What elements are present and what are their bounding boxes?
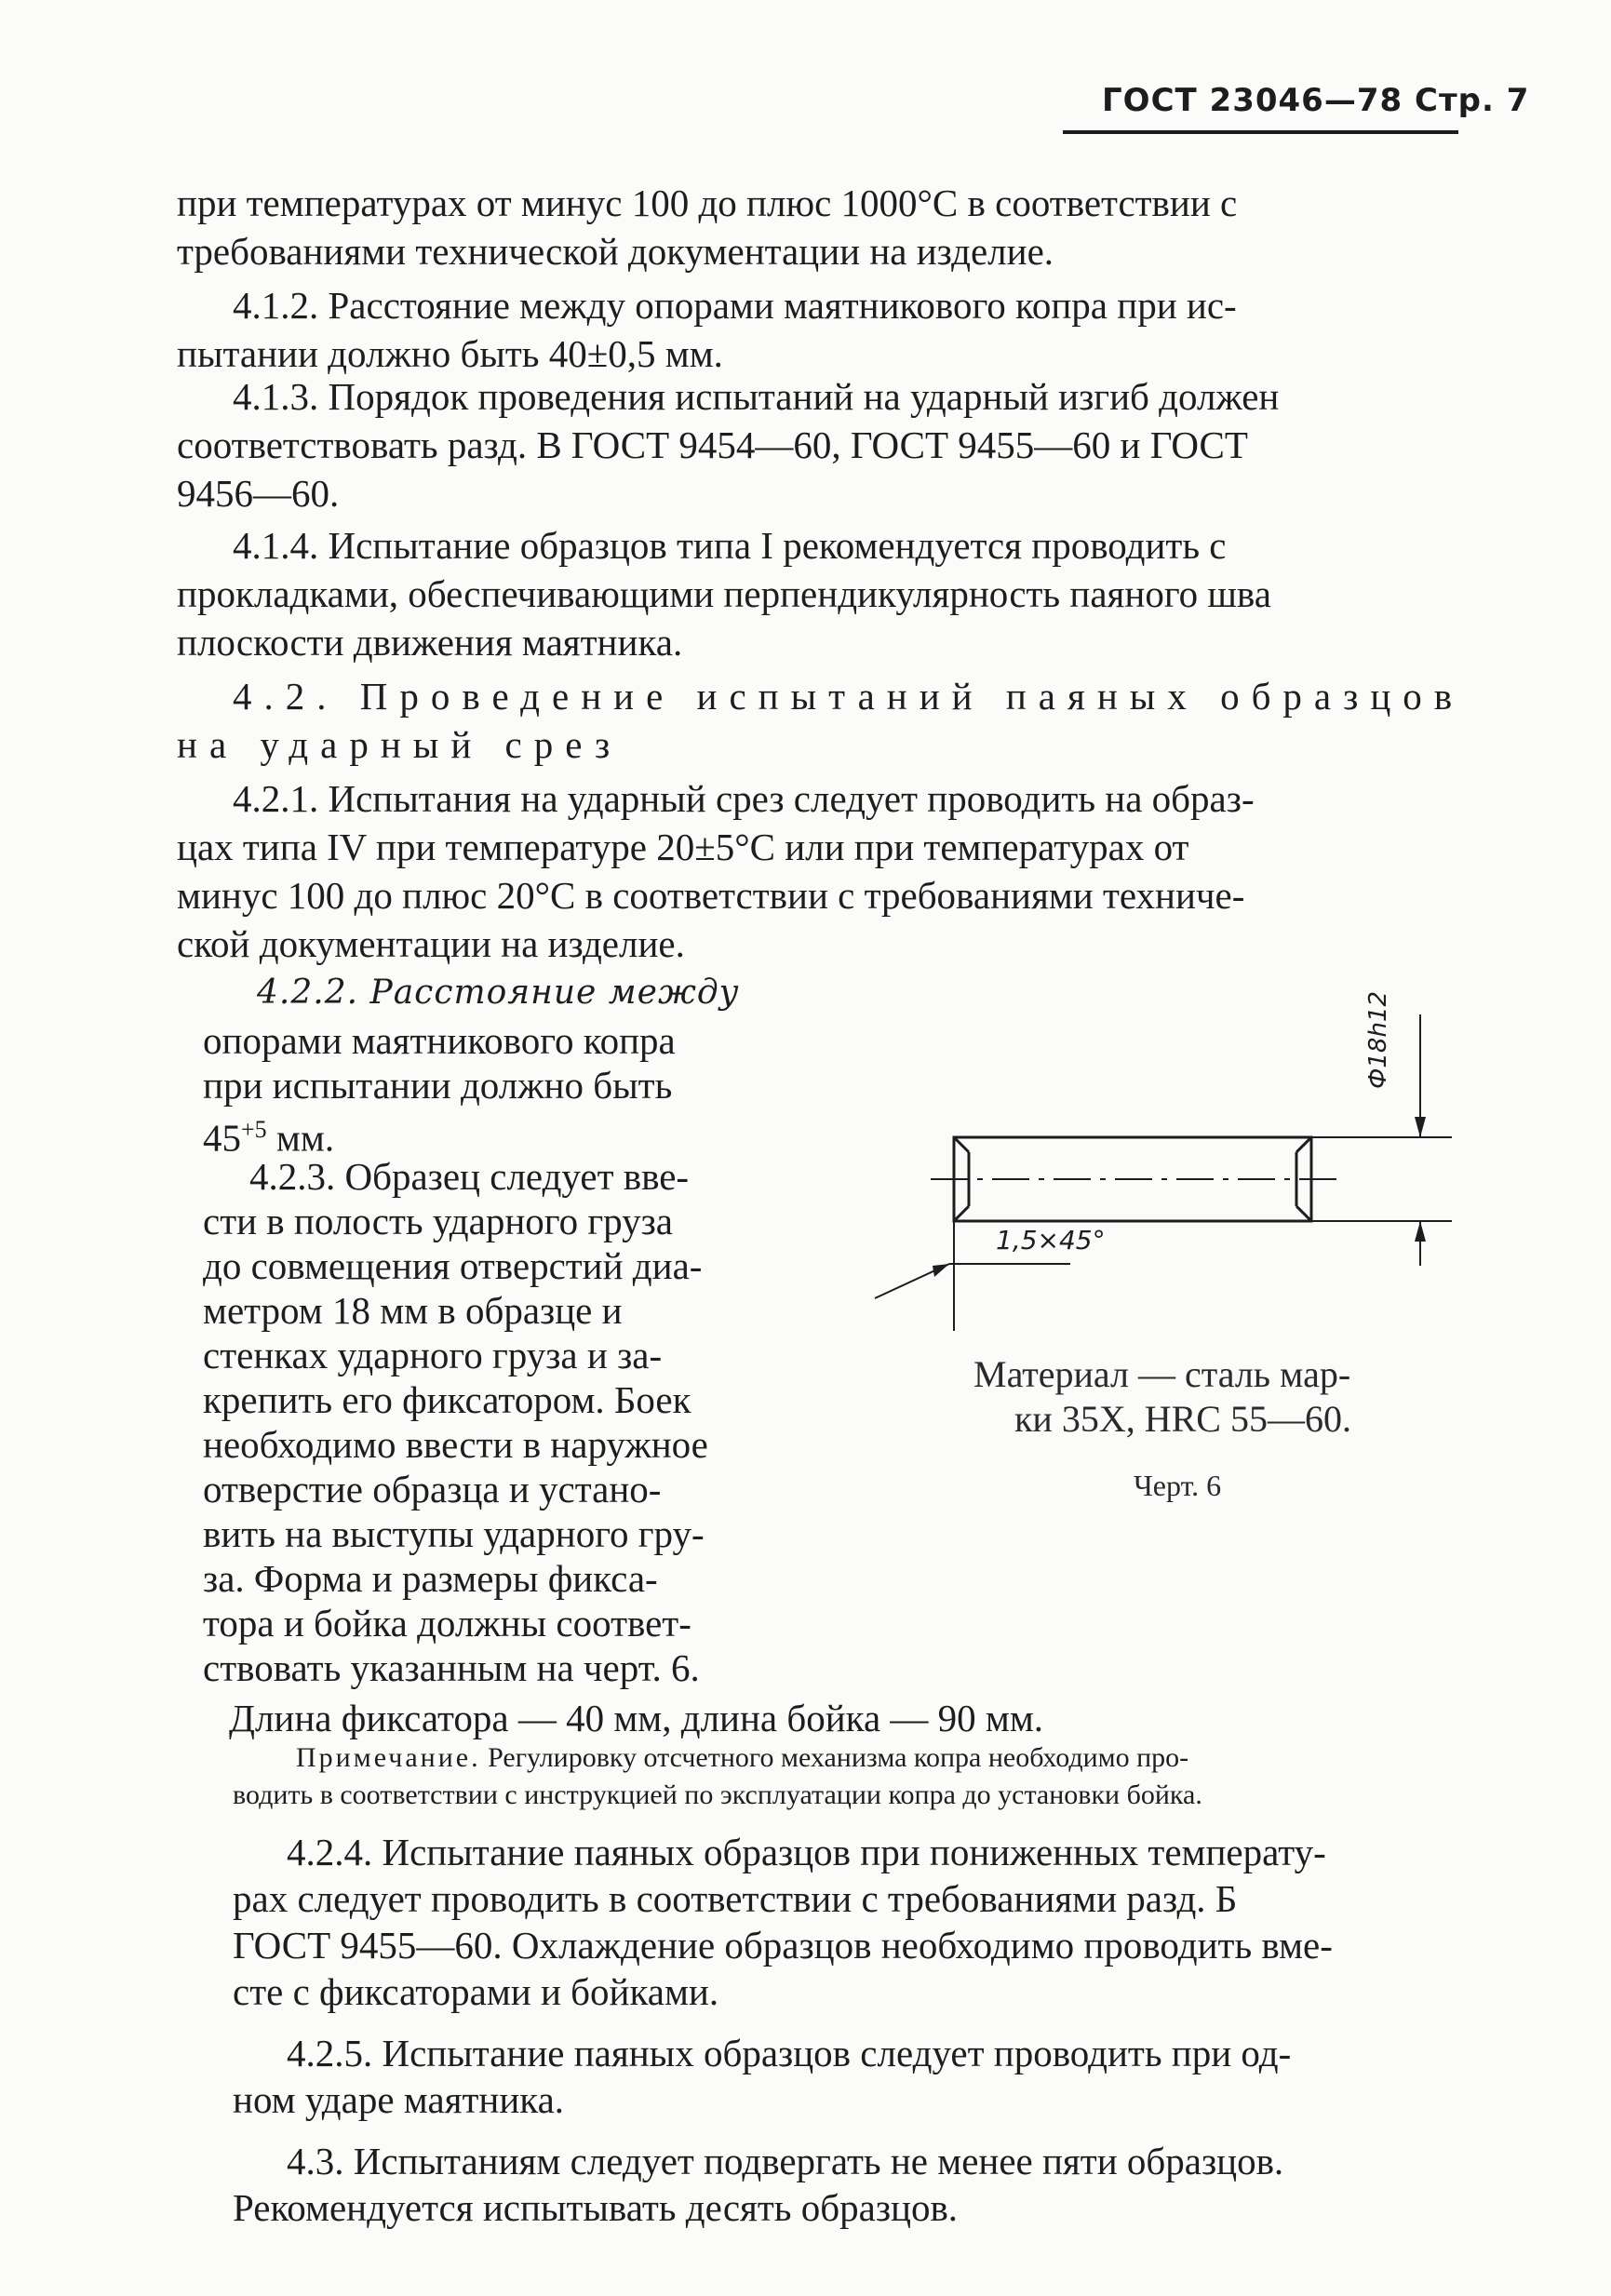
header-rule bbox=[1063, 130, 1458, 134]
para-4-1-4-line3: плоскости движения маятника. bbox=[177, 621, 683, 664]
para-4-2-2-line2: опорами маятникового копра bbox=[203, 1019, 676, 1062]
para-4-2-2-line3: при испытании должно быть bbox=[203, 1064, 673, 1107]
figure-drawing-6 bbox=[856, 959, 1452, 1349]
para-4-2-3-line1: 4.2.3. Образец следует вве- bbox=[249, 1155, 690, 1198]
chamfer-dimension-label: 1,5×45° bbox=[996, 1225, 1106, 1255]
para-4-2-5-line1: 4.2.5. Испытание паяных образцов следует проводить при од- bbox=[287, 2032, 1292, 2074]
note-text-line1: Регулировку отсчетного механизма копра необходимо про- bbox=[488, 1742, 1189, 1773]
figure-caption: Черт. 6 bbox=[1134, 1469, 1222, 1502]
para-4-3-line2: Рекомендуется испытывать десять образцов. bbox=[233, 2186, 959, 2229]
page-header: ГОСТ 23046—78 Стр. 7 bbox=[1102, 82, 1530, 119]
para-4-2-4-line4: сте с фиксаторами и бойками. bbox=[233, 1970, 719, 2013]
para-4-1-1-line2: требованиями технической документации на изделие. bbox=[177, 230, 1054, 273]
para-4-3-line1: 4.3. Испытаниям следует подвергать не менее пяти образцов. bbox=[287, 2140, 1284, 2182]
para-4-1-4-line2: прокладками, обеспечивающими перпендикулярность паяного шва bbox=[177, 572, 1271, 615]
para-4-2-3-line5: стенках ударного груза и за- bbox=[203, 1334, 663, 1376]
diameter-dimension-label: Ф18h12 bbox=[1364, 990, 1392, 1089]
para-4-2-3-line2: сти в полость ударного груза bbox=[203, 1200, 673, 1242]
para-4-2-1-line4: ской документации на изделие. bbox=[177, 922, 685, 965]
para-4-2-1-line2: цах типа IV при температуре 20±5°С или при температурах от bbox=[177, 826, 1189, 868]
para-4-2-3-line9: вить на выступы ударного гру- bbox=[203, 1512, 705, 1555]
note-line2: водить в соответствии с инструкцией по эксплуатации копра до установки бойка. bbox=[233, 1779, 1202, 1810]
para-4-1-2-line1: 4.1.2. Расстояние между опорами маятникового копра при ис- bbox=[233, 284, 1237, 327]
distance-value: 45 bbox=[203, 1116, 241, 1160]
para-4-1-3-line2: соответствовать разд. В ГОСТ 9454—60, ГОСТ 9455—60 и ГОСТ bbox=[177, 423, 1248, 466]
para-4-1-1-line1: при температурах от минус 100 до плюс 1000°С в соответствии с bbox=[177, 181, 1238, 224]
para-4-1-3-line1: 4.1.3. Порядок проведения испытаний на ударный изгиб должен bbox=[233, 375, 1280, 418]
para-4-1-3-line3: 9456—60. bbox=[177, 472, 340, 515]
para-4-2-3-line11: тора и бойка должны соответ- bbox=[203, 1602, 691, 1645]
note-label: Примечание. bbox=[296, 1742, 481, 1773]
figure-material-line2: ки 35Х, HRC 55—60. bbox=[1014, 1398, 1351, 1440]
para-4-2-3-line13: Длина фиксатора — 40 мм, длина бойка — 90 мм. bbox=[229, 1697, 1044, 1739]
para-4-2-3-line3: до совмещения отверстий диа- bbox=[203, 1244, 703, 1287]
para-4-2-4-line2: рах следует проводить в соответствии с требованиями разд. Б bbox=[233, 1877, 1238, 1920]
figure-material-line1: Материал — сталь мар- bbox=[973, 1353, 1351, 1395]
para-4-2-1-line1: 4.2.1. Испытания на ударный срез следует проводить на образ- bbox=[233, 777, 1255, 820]
para-4-1-4-line1: 4.1.4. Испытание образцов типа I рекомендуется проводить с bbox=[233, 524, 1227, 567]
note-line1 bbox=[296, 1740, 1188, 1776]
para-4-2-3-line10: за. Форма и размеры фикса- bbox=[203, 1557, 658, 1600]
para-4-2-1-line3: минус 100 до плюс 20°С в соответствии с требованиями техниче- bbox=[177, 874, 1245, 917]
para-4-1-2-line2: пытании должно быть 40±0,5 мм. bbox=[177, 332, 723, 375]
para-4-2-3-line12: ствовать указанным на черт. 6. bbox=[203, 1646, 700, 1689]
para-4-2-3-line7: необходимо ввести в наружное bbox=[203, 1423, 708, 1466]
para-4-2-3-line4: метром 18 мм в образце и bbox=[203, 1289, 623, 1332]
para-4-2-3-line8: отверстие образца и устано- bbox=[203, 1468, 662, 1511]
para-4-2-5-line2: ном ударе маятника. bbox=[233, 2078, 565, 2121]
para-4-2-4-line1: 4.2.4. Испытание паяных образцов при пониженных температу- bbox=[287, 1831, 1326, 1873]
para-4-2-3-line6: крепить его фиксатором. Боек bbox=[203, 1378, 691, 1421]
distance-tolerance: +5 bbox=[241, 1116, 267, 1143]
distance-unit: мм. bbox=[275, 1116, 335, 1160]
section-4-2-heading-line1: 4.2. Проведение испытаний паяных образцов bbox=[233, 675, 1465, 718]
para-4-2-4-line3: ГОСТ 9455—60. Охлаждение образцов необходимо проводить вме- bbox=[233, 1924, 1333, 1967]
section-4-2-heading-line2: на ударный срез bbox=[177, 723, 623, 766]
para-4-2-2-handwritten: 4.2.2. Расстояние между bbox=[257, 973, 740, 1012]
